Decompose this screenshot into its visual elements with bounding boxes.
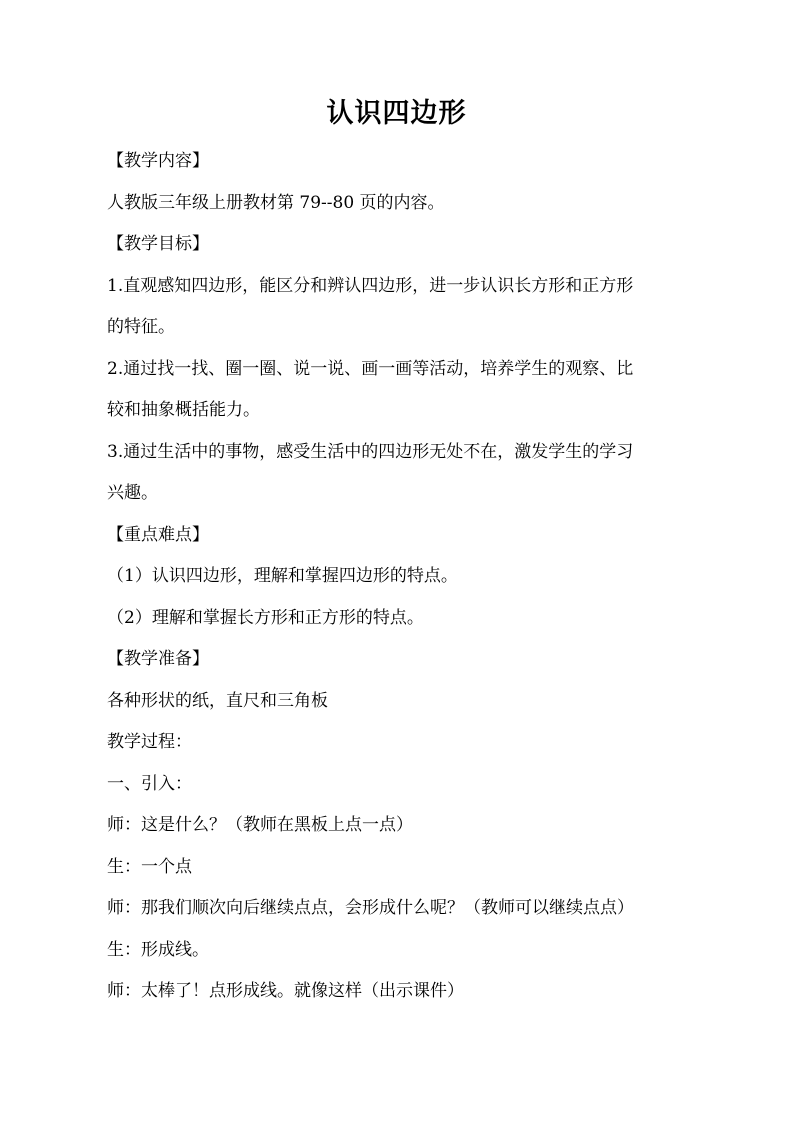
paragraph-line: 生：形成线。 (107, 939, 209, 960)
section-heading-key-points: 【重点难点】 (107, 524, 209, 545)
paragraph-line: （1）认识四边形，理解和掌握四边形的特点。 (107, 566, 458, 586)
paragraph-line: 人教版三年级上册教材第 79--80 页的内容。 (107, 192, 445, 213)
document-body (107, 141, 692, 1013)
paragraph-line: 师：这是什么？（教师在黑板上点一点） (107, 815, 413, 835)
paragraph-line: 师：那我们顺次向后继续点点，会形成什么呢？（教师可以继续点点） (107, 898, 634, 918)
section-heading-objectives: 【教学目标】 (107, 234, 209, 254)
paragraph-line: 1.直观感知四边形，能区分和辨认四边形，进一步认识长方形和正方形 (107, 275, 634, 296)
paragraph-line: 较和抽象概括能力。 (107, 400, 260, 420)
paragraph-line: 各种形状的纸，直尺和三角板 (107, 690, 328, 711)
paragraph-line: 师：太棒了！点形成线。就像这样（出示课件） (107, 981, 464, 1001)
paragraph-line: （2）理解和掌握长方形和正方形的特点。 (107, 607, 424, 628)
paragraph-line: 3.通过生活中的事物，感受生活中的四边形无处不在，激发学生的学习 (107, 441, 634, 462)
document-title: 认识四边形 (326, 98, 467, 129)
paragraph-line: 的特征。 (107, 317, 175, 337)
section-heading-content: 【教学内容】 (107, 151, 209, 171)
paragraph-line: 一、引入： (107, 773, 192, 794)
paragraph-line: 2.通过找一找、圈一圈、说一说、画一画等活动，培养学生的观察、比 (107, 358, 634, 379)
section-heading-preparation: 【教学准备】 (107, 649, 209, 669)
paragraph-line: 兴趣。 (107, 483, 158, 503)
paragraph-line: 生：一个点 (107, 856, 192, 877)
paragraph-line: 教学过程： (107, 732, 192, 752)
